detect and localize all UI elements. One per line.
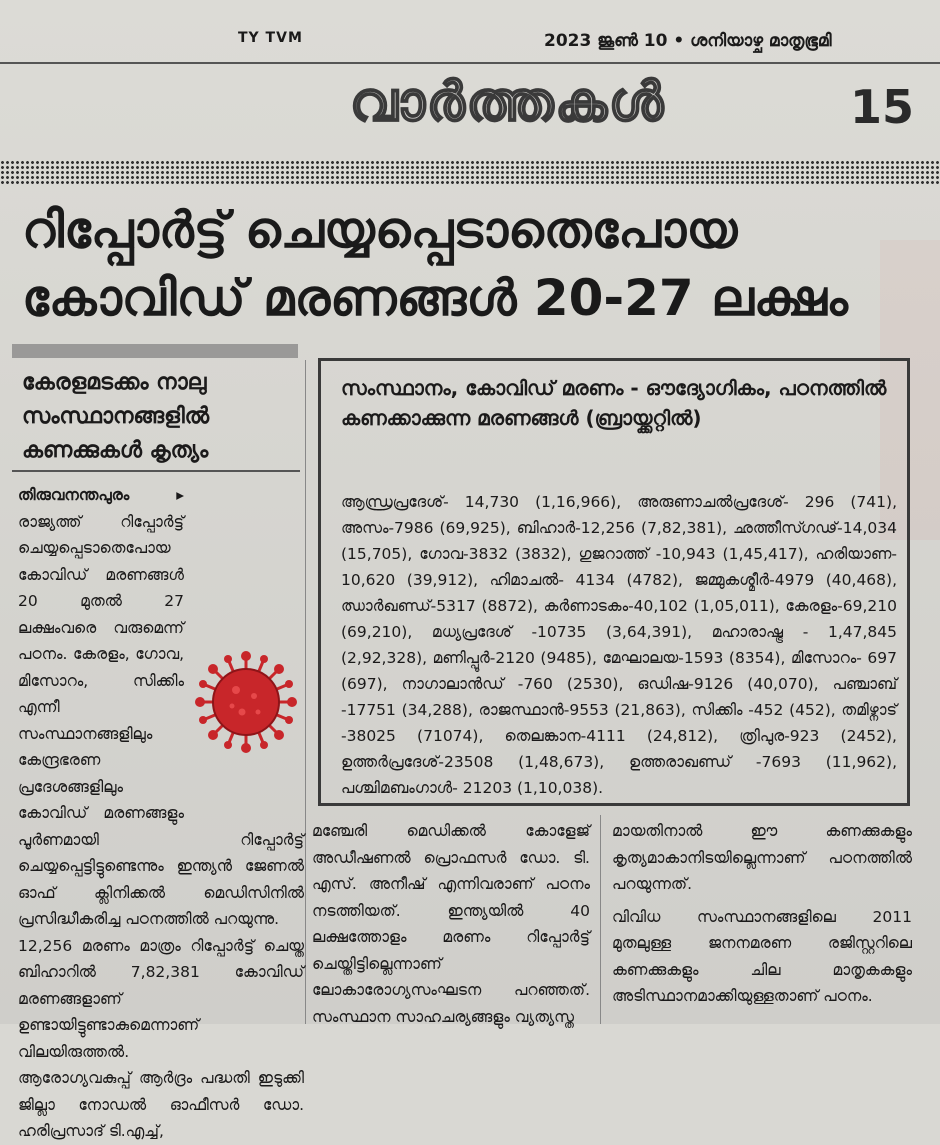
header-rule [0, 62, 940, 64]
paragraph-text: രാജ്യത്ത് റിപ്പോർട്ട് ചെയ്യപ്പെടാതെപോയ കോവിഡ് മരണങ്ങൾ 20 മുതൽ 27 ലക്ഷംവരെ വരുമെന്ന് പഠനം. കേരളം, ഗോവ, മിസോറം, സിക്കിം എന്നീ സംസ്ഥാനങ്ങളിലും കേന്ദ്രഭരണ പ്രദേശങ്ങളിലും കോവിഡ് മരണങ്ങളും പൂർണമായി റിപ്പോർട്ട് ചെയ്യപ്പെട്ടിട്ടുണ്ടെന്നും ഇന്ത്യൻ ജേണൽ ഓഫ് ക്ലിനിക്കൽ മെഡിസിനിൽ പ്രസിദ്ധീകരിച്ച പഠനത്തിൽ പറയുന്നു. [18, 512, 304, 928]
paragraph: 12,256 മരണം മാത്രം റിപ്പോർട്ട് ചെയ്ത ബിഹാറിൽ 7,82,381 കോവിഡ് മരണങ്ങളാണ് ഉണ്ടായിട്ടുണ്ടാകുമെന്നാണ് വിലയിരുത്തൽ. [18, 936, 304, 1061]
box-statewise-list: ആന്ധ്രപ്രദേശ്- 14,730 (1,16,966), അരുണാചൽപ്രദേശ്- 296 (741), അസം-7986 (69,925), ബിഹാർ-12,256 (7,82,381), ഛത്തീസ്ഗഢ്-14,034 (15,705), ഗോവ-3832 (3832), ഗുജറാത്ത് -10,943 (1,45,417), ഹരിയാണ- 10,620 (39,912), ഹിമാചൽ- 4134 (4782), ജമ്മുകശ്മീർ-4979 (40,468), ഝാർഖണ്ഡ്-5317 (8872), കർണാടകം-40,102 (1,05,011), കേരളം-69,210 (69,210), മധ്യപ്രദേശ് -10735 (3,64,391), മഹാരാഷ്ട്ര - 1,47,845 (2,92,328), മണിപ്പൂർ-2120 (9485), മേഘാലയ-1593 (8354), മിസോറം- 697 (697), നാഗാലാൻഡ് -760 (2530), ഒഡിഷ-9126 (40,070), പഞ്ചാബ് -17751 (34,288), രാജസ്ഥാൻ-9553 (21,863), സിക്കിം -452 (452), തമിഴ്നാട് -38025 (71074), തെലങ്കാന-4111 (24,812), ത്രിപുര-923 (2452), ഉത്തർപ്രദേശ്-23508 (1,48,673), ഉത്തരാഖണ്ഡ് -7693 (11,962), പശ്ചിമബംഗാൾ- 21203 (1,10,038). [341, 493, 897, 797]
article-column-1 [18, 482, 304, 1145]
headline: റിപ്പോർട്ട് ചെയ്യപ്പെടാതെപോയ കോവിഡ് മരണങ്ങൾ 20-27 ലക്ഷം [22, 201, 848, 327]
issue-date: 2023 ജൂൺ 10 • ശനിയാഴ്ച [544, 31, 763, 51]
section-title: വാർത്തകൾ [350, 70, 665, 133]
date-and-masthead [544, 31, 832, 51]
subhead-bar [12, 344, 298, 358]
paper-name: മാതൃഭൂമി [768, 31, 832, 51]
subheadline: കേരളമടക്കം നാലു സംസ്ഥാനങ്ങളിൽ കണക്കുകൾ കൃത്യം [22, 370, 210, 463]
paragraph: വിവിധ സംസ്ഥാനങ്ങളിലെ 2011 മുതലുള്ള ജനനമരണ രജിസ്റ്ററിലെ കണക്കുകളും ചില മാതൃകകളും അടിസ്ഥാനമാക്കിയുള്ളതാണ് പഠനം. [612, 907, 912, 1005]
column-divider-2 [600, 815, 601, 1024]
paragraph: മഞ്ചേരി മെഡിക്കൽ കോളേജ് അഡീഷണൽ പ്രൊഫസർ ഡോ. ടി. എസ്. അനീഷ് എന്നിവരാണ് പഠനം നടത്തിയത്. ഇന്ത്യയിൽ 40 ലക്ഷത്തോളം മരണം റിപ്പോർട്ട് ചെയ്തിട്ടില്ലെന്നാണ് ലോകാരോഗ്യസംഘടന പറഞ്ഞത്. സംസ്ഥാന സാഹചര്യങ്ങളും വ്യത്യസ്ത [312, 822, 590, 1026]
virus-icon [194, 650, 298, 754]
paragraph: ആരോഗ്യവകുപ്പ് ആർദ്രം പദ്ധതി ഇടുക്കി ജില്ലാ നോഡൽ ഓഫീസർ ഡോ. ഹരിപ്രസാദ് ടി.എച്ച്, [18, 1069, 304, 1140]
page-number: 15 [850, 80, 915, 134]
statewise-data-box [318, 358, 910, 806]
dateline: തിരുവനന്തപുരം ▸ [18, 486, 184, 504]
dotted-divider [0, 160, 940, 184]
paragraph: മായതിനാൽ ഈ കണക്കുകളും കൃത്യമാകാനിടയില്ലെന്നാണ് പഠനത്തിൽ പറയുന്നത്. [612, 822, 912, 893]
column-divider [305, 360, 306, 1024]
article-column-2 [312, 818, 590, 1030]
box-title: സംസ്ഥാനം, കോവിഡ് മരണം - ഔദ്യോഗികം, പഠനത്തിൽ കണക്കാക്കുന്ന മരണങ്ങൾ (ബ്രായ്ക്കറ്റിൽ) [341, 376, 887, 430]
subhead-rule [12, 470, 300, 472]
article-column-3 [612, 818, 912, 1010]
edition-code: TY TVM [238, 30, 303, 46]
